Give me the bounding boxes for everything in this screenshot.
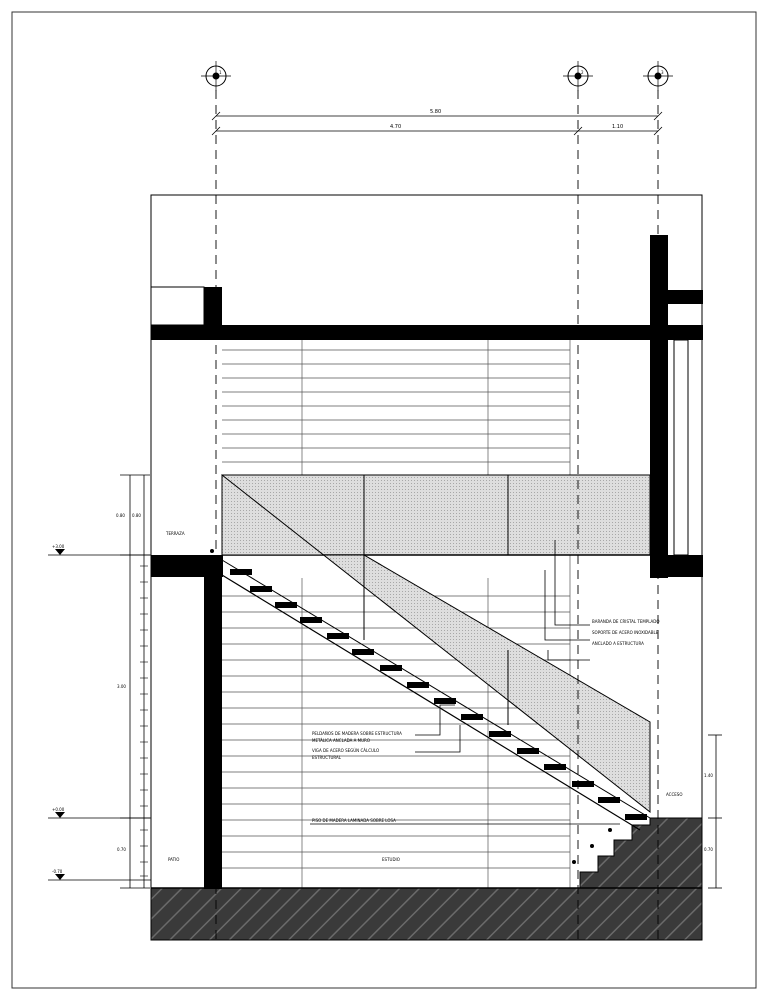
left-wall (204, 577, 222, 889)
dim-left-upper-b: 0.80 (132, 513, 141, 518)
annotation-railing-2: SOPORTE DE ACERO INOXIDABLE (592, 630, 659, 635)
upper-slab (151, 325, 703, 340)
level-marker-upper (48, 544, 151, 555)
level-marker-middle (48, 807, 151, 818)
ground-slab (151, 888, 702, 940)
axis-3-label: 3 (661, 70, 664, 75)
axis-1-marker (201, 61, 231, 91)
mid-slab (151, 555, 223, 577)
level-middle: +0.00 (52, 807, 65, 812)
dim-overall: 5.80 (430, 109, 442, 115)
axis-1-label: 1 (219, 70, 222, 75)
dim-left-main: 3.00 (117, 684, 126, 689)
dim-left-upper-a: 0.80 (116, 513, 125, 518)
axis-3-marker (643, 61, 673, 91)
dim-span-1-2: 4.70 (390, 124, 402, 130)
right-window (674, 340, 688, 555)
dim-left-lower: 0.70 (117, 847, 126, 852)
right-wall (650, 235, 668, 578)
right-dimensions (708, 735, 722, 888)
room-label-lower-left: PATIO (168, 857, 180, 862)
ground-fill-stair (580, 818, 702, 888)
left-dimensions (120, 475, 150, 888)
level-lower: -0.70 (52, 869, 63, 874)
dim-span-2-3: 1.10 (612, 124, 624, 130)
annotation-railing-3: ANCLADO A ESTRUCTURA (592, 641, 644, 646)
level-marker-lower (48, 869, 151, 880)
upper-parapet-left (204, 287, 222, 327)
annotation-railing-1: BARANDA DE CRISTAL TEMPLADO (592, 619, 660, 624)
room-label-upper-left: TERRAZA (166, 531, 185, 536)
level-upper: +3.00 (52, 544, 65, 549)
annotation-floor: PISO DE MADERA LAMINADA SOBRE LOSA (312, 818, 396, 823)
annotation-stair-4: ESTRUCTURAL (312, 755, 341, 760)
axis-2-marker (563, 61, 593, 91)
annotation-stair-1: PELDAÑOS DE MADERA SOBRE ESTRUCTURA (312, 731, 402, 736)
dim-right-upper: 1.40 (704, 773, 713, 778)
dim-right-lower: 0.70 (704, 847, 713, 852)
top-dimensions (212, 112, 662, 135)
room-label-lower-right: ACCESO (666, 792, 683, 797)
annotation-stair-3: VIGA DE ACERO SEGÚN CÁLCULO (312, 748, 380, 753)
axis-2-label: 2 (581, 70, 584, 75)
right-overhang (668, 290, 703, 304)
annotation-stair-2: METÁLICA ANCLADA A MURO (312, 738, 370, 743)
room-label-lower-center: ESTUDIO (382, 857, 400, 862)
upper-left-box (151, 287, 204, 325)
cladding-lines (222, 340, 570, 888)
